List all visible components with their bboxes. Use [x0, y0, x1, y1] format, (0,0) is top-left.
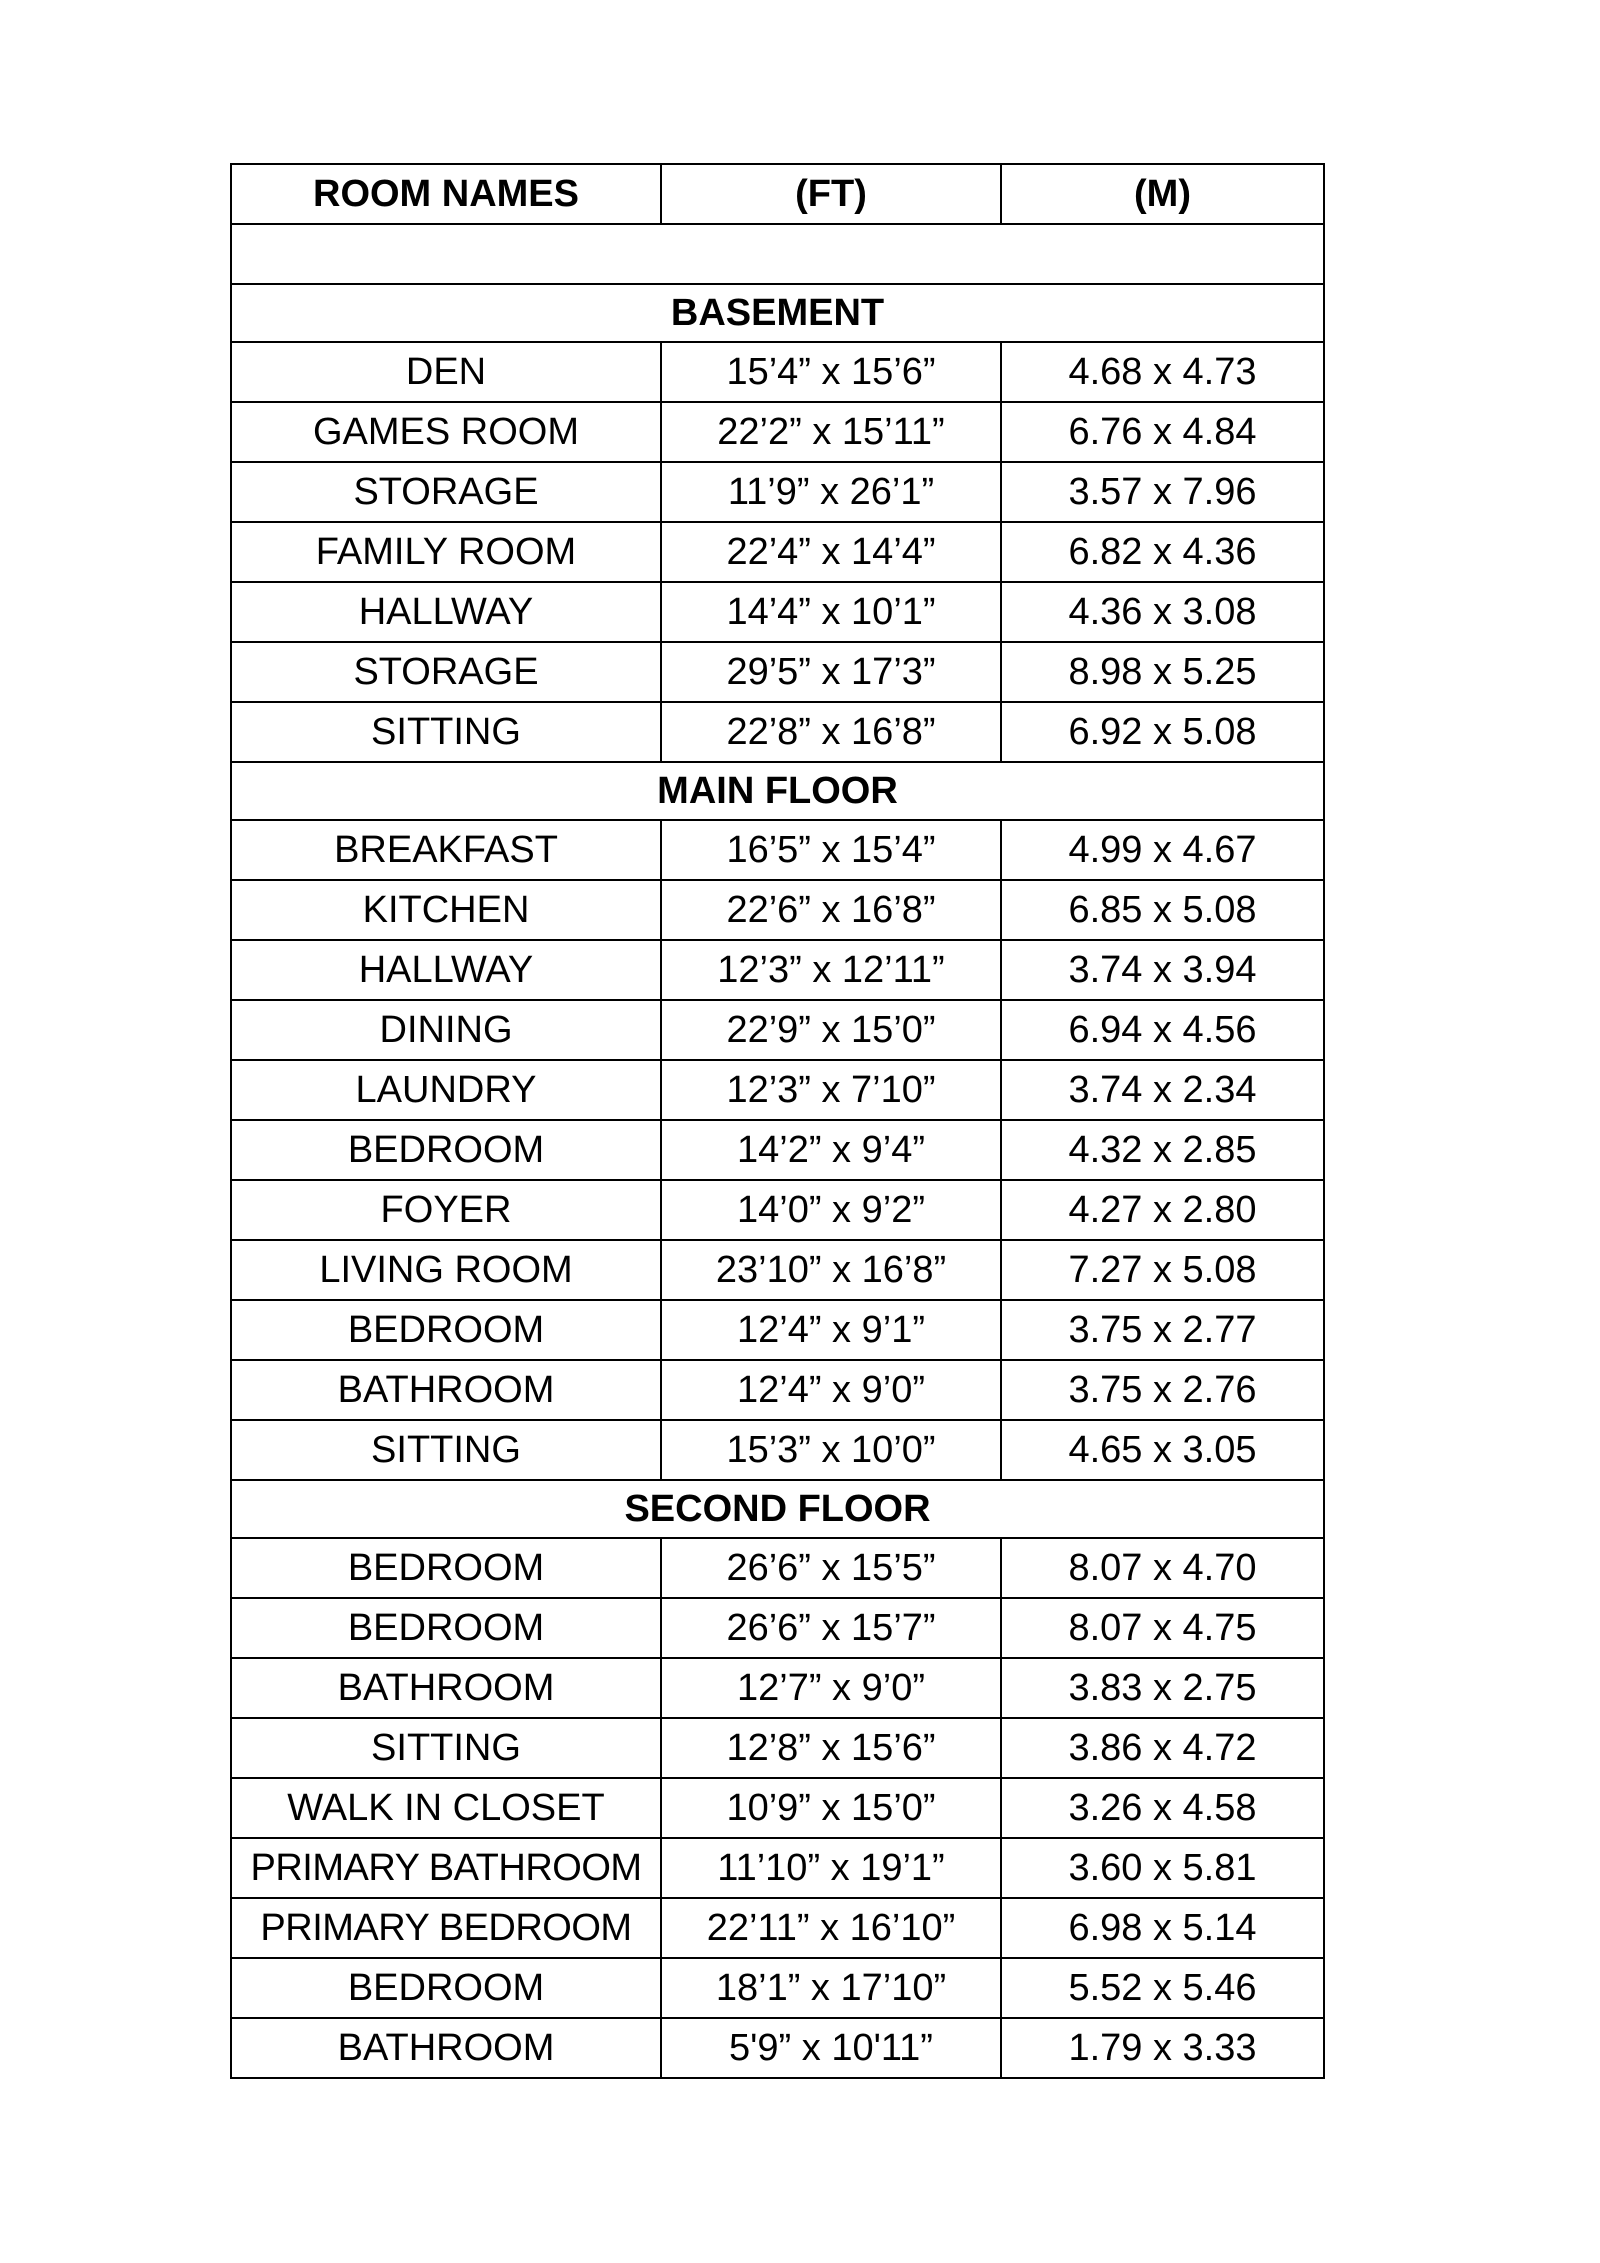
table-row: [231, 702, 1324, 762]
meters-cell: 6.76 x 4.84: [1001, 402, 1324, 462]
room-name-cell: SITTING: [231, 702, 661, 762]
room-name-cell: PRIMARY BEDROOM: [231, 1898, 661, 1958]
room-name-cell: WALK IN CLOSET: [231, 1778, 661, 1838]
table-row: [231, 820, 1324, 880]
feet-cell: 22’2” x 15’11”: [661, 402, 1001, 462]
blank-row: [231, 224, 1324, 284]
feet-cell: 12’7” x 9’0”: [661, 1658, 1001, 1718]
section-header-row: [231, 762, 1324, 820]
header-room-names: ROOM NAMES: [231, 164, 661, 224]
table-row: [231, 1060, 1324, 1120]
room-name-cell: PRIMARY BATHROOM: [231, 1838, 661, 1898]
feet-cell: 22’6” x 16’8”: [661, 880, 1001, 940]
table-row: [231, 582, 1324, 642]
table-row: [231, 2018, 1324, 2078]
table-row: [231, 940, 1324, 1000]
room-name-cell: BATHROOM: [231, 1360, 661, 1420]
feet-cell: 11’9” x 26’1”: [661, 462, 1001, 522]
meters-cell: 4.65 x 3.05: [1001, 1420, 1324, 1480]
header-row: [231, 164, 1324, 224]
meters-cell: 8.07 x 4.70: [1001, 1538, 1324, 1598]
table-row: [231, 1718, 1324, 1778]
room-name-cell: BEDROOM: [231, 1120, 661, 1180]
room-name-cell: STORAGE: [231, 642, 661, 702]
table-row: [231, 1180, 1324, 1240]
feet-cell: 12’4” x 9’1”: [661, 1300, 1001, 1360]
room-name-cell: KITCHEN: [231, 880, 661, 940]
meters-cell: 7.27 x 5.08: [1001, 1240, 1324, 1300]
meters-cell: 6.98 x 5.14: [1001, 1898, 1324, 1958]
feet-cell: 10’9” x 15’0”: [661, 1778, 1001, 1838]
table-row: [231, 342, 1324, 402]
meters-cell: 6.85 x 5.08: [1001, 880, 1324, 940]
table-row: [231, 1598, 1324, 1658]
feet-cell: 14’0” x 9’2”: [661, 1180, 1001, 1240]
room-name-cell: BATHROOM: [231, 1658, 661, 1718]
feet-cell: 22’4” x 14’4”: [661, 522, 1001, 582]
section-title: MAIN FLOOR: [231, 762, 1324, 820]
room-dimensions-table: [230, 163, 1325, 2079]
feet-cell: 15’4” x 15’6”: [661, 342, 1001, 402]
feet-cell: 29’5” x 17’3”: [661, 642, 1001, 702]
room-name-cell: BEDROOM: [231, 1958, 661, 2018]
meters-cell: 3.75 x 2.77: [1001, 1300, 1324, 1360]
feet-cell: 26’6” x 15’5”: [661, 1538, 1001, 1598]
meters-cell: 5.52 x 5.46: [1001, 1958, 1324, 2018]
meters-cell: 3.60 x 5.81: [1001, 1838, 1324, 1898]
section-header-row: [231, 1480, 1324, 1538]
room-name-cell: BEDROOM: [231, 1598, 661, 1658]
meters-cell: 3.26 x 4.58: [1001, 1778, 1324, 1838]
room-name-cell: DINING: [231, 1000, 661, 1060]
section-header-row: [231, 284, 1324, 342]
table-row: [231, 1778, 1324, 1838]
table-row: [231, 1240, 1324, 1300]
feet-cell: 15’3” x 10’0”: [661, 1420, 1001, 1480]
room-name-cell: HALLWAY: [231, 582, 661, 642]
meters-cell: 8.07 x 4.75: [1001, 1598, 1324, 1658]
feet-cell: 12’8” x 15’6”: [661, 1718, 1001, 1778]
header-meters: (M): [1001, 164, 1324, 224]
table-row: [231, 1300, 1324, 1360]
table-row: [231, 1360, 1324, 1420]
meters-cell: 3.74 x 2.34: [1001, 1060, 1324, 1120]
room-name-cell: LAUNDRY: [231, 1060, 661, 1120]
meters-cell: 6.92 x 5.08: [1001, 702, 1324, 762]
room-name-cell: HALLWAY: [231, 940, 661, 1000]
meters-cell: 6.94 x 4.56: [1001, 1000, 1324, 1060]
table-row: [231, 1958, 1324, 2018]
room-name-cell: DEN: [231, 342, 661, 402]
feet-cell: 23’10” x 16’8”: [661, 1240, 1001, 1300]
meters-cell: 8.98 x 5.25: [1001, 642, 1324, 702]
blank-cell: [231, 224, 1324, 284]
room-name-cell: BREAKFAST: [231, 820, 661, 880]
section-title: BASEMENT: [231, 284, 1324, 342]
room-name-cell: BEDROOM: [231, 1538, 661, 1598]
room-name-cell: BATHROOM: [231, 2018, 661, 2078]
feet-cell: 12’3” x 12’11”: [661, 940, 1001, 1000]
table-row: [231, 522, 1324, 582]
feet-cell: 16’5” x 15’4”: [661, 820, 1001, 880]
feet-cell: 11’10” x 19’1”: [661, 1838, 1001, 1898]
feet-cell: 18’1” x 17’10”: [661, 1958, 1001, 2018]
room-name-cell: FOYER: [231, 1180, 661, 1240]
meters-cell: 3.83 x 2.75: [1001, 1658, 1324, 1718]
feet-cell: 14’2” x 9’4”: [661, 1120, 1001, 1180]
meters-cell: 1.79 x 3.33: [1001, 2018, 1324, 2078]
section-title: SECOND FLOOR: [231, 1480, 1324, 1538]
meters-cell: 6.82 x 4.36: [1001, 522, 1324, 582]
table-row: [231, 1420, 1324, 1480]
table-row: [231, 1120, 1324, 1180]
table-body: [231, 224, 1324, 2078]
meters-cell: 4.99 x 4.67: [1001, 820, 1324, 880]
meters-cell: 4.68 x 4.73: [1001, 342, 1324, 402]
feet-cell: 22’9” x 15’0”: [661, 1000, 1001, 1060]
room-name-cell: LIVING ROOM: [231, 1240, 661, 1300]
table-row: [231, 1538, 1324, 1598]
feet-cell: 14’4” x 10’1”: [661, 582, 1001, 642]
meters-cell: 4.36 x 3.08: [1001, 582, 1324, 642]
room-name-cell: SITTING: [231, 1718, 661, 1778]
room-name-cell: FAMILY ROOM: [231, 522, 661, 582]
meters-cell: 4.27 x 2.80: [1001, 1180, 1324, 1240]
feet-cell: 5'9” x 10'11”: [661, 2018, 1001, 2078]
room-name-cell: GAMES ROOM: [231, 402, 661, 462]
meters-cell: 3.75 x 2.76: [1001, 1360, 1324, 1420]
table-row: [231, 1000, 1324, 1060]
header-feet: (FT): [661, 164, 1001, 224]
feet-cell: 26’6” x 15’7”: [661, 1598, 1001, 1658]
table-row: [231, 1898, 1324, 1958]
feet-cell: 12’3” x 7’10”: [661, 1060, 1001, 1120]
table-row: [231, 1838, 1324, 1898]
feet-cell: 22’11” x 16’10”: [661, 1898, 1001, 1958]
table-row: [231, 1658, 1324, 1718]
feet-cell: 22’8” x 16’8”: [661, 702, 1001, 762]
table-row: [231, 402, 1324, 462]
meters-cell: 3.74 x 3.94: [1001, 940, 1324, 1000]
room-name-cell: BEDROOM: [231, 1300, 661, 1360]
table-row: [231, 642, 1324, 702]
meters-cell: 4.32 x 2.85: [1001, 1120, 1324, 1180]
feet-cell: 12’4” x 9’0”: [661, 1360, 1001, 1420]
meters-cell: 3.86 x 4.72: [1001, 1718, 1324, 1778]
table-row: [231, 462, 1324, 522]
room-name-cell: SITTING: [231, 1420, 661, 1480]
room-name-cell: STORAGE: [231, 462, 661, 522]
table-row: [231, 880, 1324, 940]
meters-cell: 3.57 x 7.96: [1001, 462, 1324, 522]
